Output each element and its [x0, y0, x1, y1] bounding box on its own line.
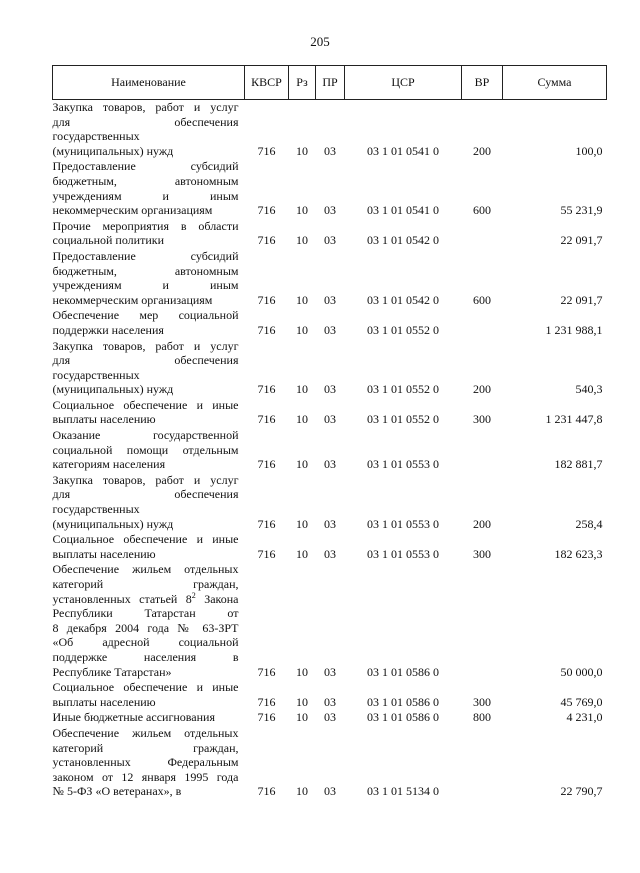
row-sum: 182 623,3: [554, 546, 603, 561]
row-kvsr: 716: [257, 322, 276, 337]
row-name-line: государственных: [52, 129, 140, 144]
header-name: Наименование: [53, 66, 245, 100]
table-row: [53, 339, 607, 398]
row-name: [53, 249, 245, 308]
row-name-line: для обеспечения: [52, 114, 239, 129]
row-vr: 200: [473, 143, 491, 158]
row-vr: 200: [473, 516, 491, 531]
table-row: [53, 308, 607, 338]
page-number: 205: [310, 34, 330, 49]
table-header-row: [53, 66, 607, 100]
row-name-line: категорий граждан,: [52, 577, 239, 591]
row-csr: 03 1 01 0553 0: [367, 546, 439, 561]
row-csr: 03 1 01 0552 0: [367, 382, 439, 397]
header-vr: ВР: [462, 66, 503, 100]
row-pr: 03: [324, 457, 336, 472]
row-rz: 10: [296, 516, 308, 531]
row-name: [53, 159, 245, 218]
row-vr: 200: [473, 382, 491, 397]
row-sum: 55 231,9: [560, 203, 603, 218]
row-rz: 10: [296, 457, 308, 472]
row-rz: 10: [296, 382, 308, 397]
row-vr: [462, 428, 503, 473]
table-row: [53, 680, 607, 710]
row-name: [53, 100, 245, 160]
row-pr: 03: [324, 203, 336, 218]
table-row: [53, 219, 607, 249]
row-csr: 03 1 01 0586 0: [367, 664, 439, 679]
row-name-line: (муниципальных) нужд: [52, 382, 174, 397]
row-name: [53, 219, 245, 249]
table-row: [53, 249, 607, 308]
row-name-line: выплаты населению: [52, 412, 156, 427]
row-name-line: для обеспечения: [52, 487, 239, 502]
row-kvsr: 716: [257, 664, 276, 679]
table-row: [53, 562, 607, 680]
table-row: [53, 473, 607, 532]
row-pr: 03: [324, 516, 336, 531]
row-csr: 03 1 01 5134 0: [367, 784, 439, 799]
header-pr: ПР: [316, 66, 345, 100]
row-name-line: № 5-ФЗ «О ветеранах», в: [52, 784, 182, 799]
row-name: [53, 473, 245, 532]
row-name-line: учреждениям и иным: [52, 278, 239, 293]
row-rz: 10: [296, 292, 308, 307]
table-row: [53, 428, 607, 473]
row-pr: 03: [324, 546, 336, 561]
row-name: [53, 428, 245, 473]
row-name-line: выплаты населению: [52, 546, 156, 561]
row-rz: 10: [296, 664, 308, 679]
header-kvsr: КВСР: [245, 66, 289, 100]
header-rz: Рз: [289, 66, 316, 100]
row-name-line: Иные бюджетные ассигнования: [52, 710, 215, 725]
row-name-line: некоммерческим организациям: [52, 292, 213, 307]
row-kvsr: 716: [257, 516, 276, 531]
table-row: [53, 726, 607, 800]
row-sum: 22 790,7: [560, 784, 603, 799]
row-csr: 03 1 01 0586 0: [367, 694, 439, 709]
row-name-line: некоммерческим организациям: [52, 203, 213, 218]
row-name-line: Социальное обеспечение и иные: [52, 532, 239, 547]
row-name-line: (муниципальных) нужд: [52, 516, 174, 531]
row-vr: 300: [473, 412, 491, 427]
row-kvsr: 716: [257, 382, 276, 397]
row-name-line: установленных статьей $8^2$ Закона: [52, 590, 239, 606]
row-rz: 10: [296, 546, 308, 561]
row-csr: 03 1 01 0541 0: [367, 203, 439, 218]
row-name: [53, 532, 245, 562]
row-rz: 10: [296, 233, 308, 248]
row-kvsr: 716: [257, 292, 276, 307]
row-name-line: категориям населения: [52, 457, 166, 472]
row-kvsr: 716: [257, 143, 276, 158]
row-sum: 22 091,7: [560, 233, 603, 248]
row-sum: 22 091,7: [560, 292, 603, 307]
row-vr: [462, 726, 503, 800]
row-csr: 03 1 01 0541 0: [367, 143, 439, 158]
row-name: [53, 562, 245, 680]
row-name-line: социальной помощи отдельным: [52, 442, 239, 457]
row-csr: 03 1 01 0553 0: [367, 457, 439, 472]
row-name-line: государственных: [52, 502, 140, 517]
budget-table: [52, 65, 607, 800]
row-name-line: поддержке населения в: [52, 649, 239, 664]
row-name: [53, 339, 245, 398]
row-kvsr: 716: [257, 457, 276, 472]
row-name-line: бюджетным, автономным: [52, 173, 239, 188]
row-sum: 45 769,0: [560, 694, 603, 709]
row-rz: 10: [296, 322, 308, 337]
row-name-line: бюджетным, автономным: [52, 263, 239, 278]
row-pr: 03: [324, 143, 336, 158]
row-sum: 4 231,0: [566, 710, 603, 725]
row-name-line: установленных Федеральным: [52, 755, 239, 770]
row-name-line: Закупка товаров, работ и услуг: [52, 338, 239, 353]
row-name-line: Обеспечение мер социальной: [52, 308, 239, 323]
row-kvsr: 716: [257, 546, 276, 561]
row-pr: 03: [324, 710, 336, 725]
row-name-line: учреждениям и иным: [52, 188, 239, 203]
row-vr: 600: [473, 292, 491, 307]
row-name-line: для обеспечения: [52, 353, 239, 368]
row-csr: 03 1 01 0552 0: [367, 322, 439, 337]
row-pr: 03: [324, 664, 336, 679]
row-name-line: Закупка товаров, работ и услуг: [52, 472, 239, 487]
row-sum: 1 231 988,1: [545, 322, 603, 337]
row-name-line: Предоставление субсидий: [52, 248, 239, 263]
row-csr: 03 1 01 0552 0: [367, 412, 439, 427]
row-vr: 800: [473, 710, 491, 725]
row-name-line: Социальное обеспечение и иные: [52, 680, 239, 695]
row-name-line: категорий граждан,: [52, 740, 239, 755]
row-name-line: поддержки населения: [52, 322, 164, 337]
row-name-line: «Об адресной социальной: [52, 635, 239, 650]
header-sum: Сумма: [503, 66, 607, 100]
row-csr: 03 1 01 0542 0: [367, 292, 439, 307]
row-pr: 03: [324, 292, 336, 307]
row-name-line: социальной политики: [52, 233, 164, 248]
row-name: [53, 680, 245, 710]
row-pr: 03: [324, 382, 336, 397]
row-sum: 258,4: [575, 516, 603, 531]
row-kvsr: 716: [257, 784, 276, 799]
row-kvsr: 716: [257, 412, 276, 427]
row-name-line: Республики Татарстан от: [52, 606, 239, 621]
table-row: [53, 100, 607, 160]
row-kvsr: 716: [257, 233, 276, 248]
row-csr: 03 1 01 0553 0: [367, 516, 439, 531]
row-rz: 10: [296, 710, 308, 725]
row-sum: 182 881,7: [554, 457, 603, 472]
row-name-line: Республике Татарстан»: [52, 664, 172, 679]
row-rz: 10: [296, 143, 308, 158]
row-pr: 03: [324, 694, 336, 709]
row-sum: 50 000,0: [560, 664, 603, 679]
row-sum: 100,0: [575, 143, 603, 158]
row-name-line: Прочие мероприятия в области: [52, 218, 239, 233]
row-pr: 03: [324, 233, 336, 248]
row-name-line: государственных: [52, 367, 140, 382]
row-name: [53, 308, 245, 338]
row-vr: [462, 219, 503, 249]
row-name-line: 8 декабря 2004 года № 63-ЗРТ: [52, 620, 239, 635]
row-name: [53, 726, 245, 800]
row-rz: 10: [296, 203, 308, 218]
row-csr: 03 1 01 0542 0: [367, 233, 439, 248]
row-name-line: Оказание государственной: [52, 428, 239, 443]
row-name: [53, 398, 245, 428]
row-pr: 03: [324, 322, 336, 337]
row-name-line: Социальное обеспечение и иные: [52, 397, 239, 412]
row-vr: [462, 308, 503, 338]
row-name-line: законом от 12 января 1995 года: [52, 769, 239, 784]
row-vr: 300: [473, 694, 491, 709]
header-csr: ЦСР: [345, 66, 462, 100]
row-rz: 10: [296, 412, 308, 427]
row-rz: 10: [296, 784, 308, 799]
row-kvsr: 716: [257, 203, 276, 218]
row-name-line: Предоставление субсидий: [52, 159, 239, 174]
row-kvsr: 716: [257, 710, 276, 725]
table-row: [53, 398, 607, 428]
table-row: [53, 710, 607, 726]
row-csr: 03 1 01 0586 0: [367, 710, 439, 725]
row-rz: 10: [296, 694, 308, 709]
row-vr: 600: [473, 203, 491, 218]
row-vr: 300: [473, 546, 491, 561]
table-row: [53, 532, 607, 562]
row-name-line: (муниципальных) нужд: [52, 143, 174, 158]
row-sum: 540,3: [575, 382, 603, 397]
row-name-line: Закупка товаров, работ и услуг: [52, 100, 239, 114]
row-name-line: Обеспечение жильем отдельных: [52, 725, 239, 740]
table-row: [53, 159, 607, 218]
row-kvsr: 716: [257, 694, 276, 709]
row-name-line: выплаты населению: [52, 694, 156, 709]
row-name-line: Обеспечение жильем отдельных: [52, 562, 239, 577]
row-sum: 1 231 447,8: [545, 412, 603, 427]
row-name: [53, 710, 245, 726]
row-vr: [462, 562, 503, 680]
row-pr: 03: [324, 412, 336, 427]
row-pr: 03: [324, 784, 336, 799]
